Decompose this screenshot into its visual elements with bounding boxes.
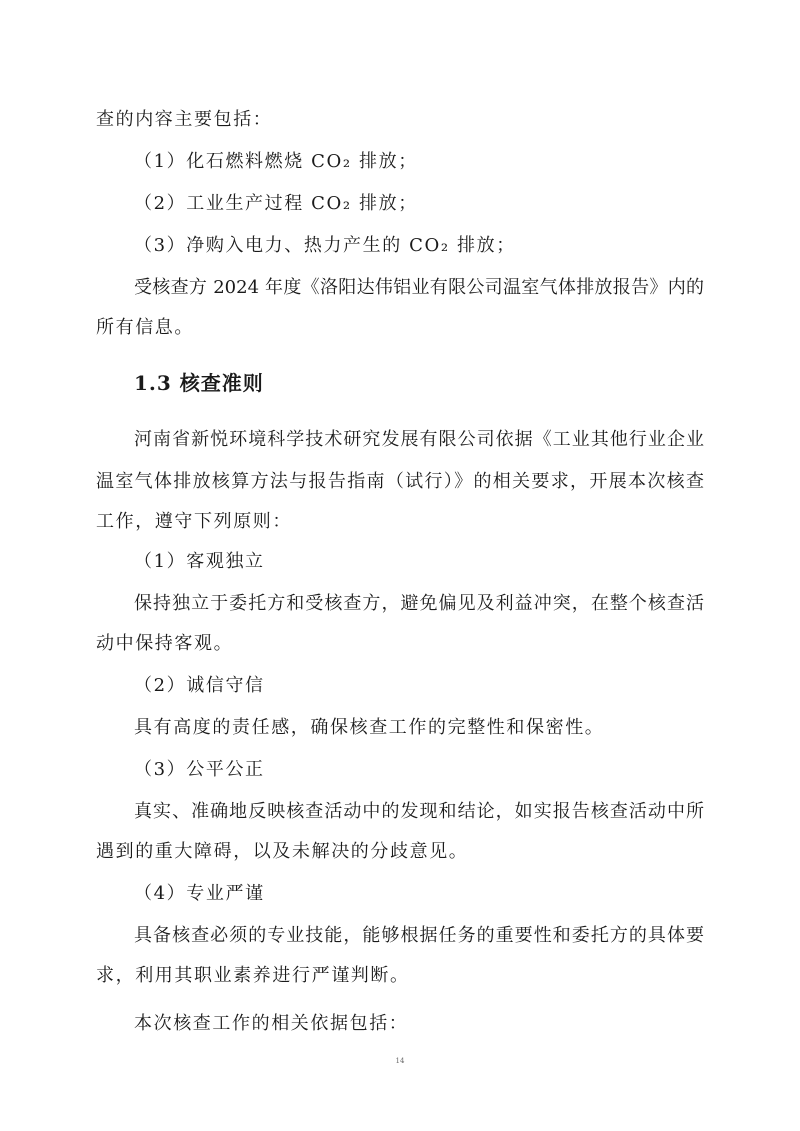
paragraph-line: 保持独立于委托方和受核查方，避免偏见及利益冲突，在整个核查活 [134,593,704,614]
paragraph-line: 受核查方 2024 年度《洛阳达伟铝业有限公司温室气体排放报告》内的 [134,277,704,298]
principle-title: （2）诚信守信 [134,675,265,696]
paragraph-line: 所有信息。 [96,317,194,338]
paragraph-line: 温室气体排放核算方法与报告指南（试行）》的相关要求，开展本次核查 [96,471,704,492]
principle-title: （1）客观独立 [134,551,265,572]
paragraph-line: 遇到的重大障碍，以及未解决的分歧意见。 [96,841,469,862]
paragraph-line: 求，利用其职业素养进行严谨判断。 [96,965,410,986]
paragraph-line: 具有高度的责任感，确保核查工作的完整性和保密性。 [134,717,605,738]
list-item: （1）化石燃料燃烧 CO₂ 排放； [134,151,418,172]
page-number: 14 [395,1057,405,1065]
principle-title: （4）专业严谨 [134,883,265,904]
paragraph-line: 本次核查工作的相关依据包括： [134,1013,409,1034]
paragraph-line: 查的内容主要包括： [96,109,273,130]
paragraph-line: 真实、准确地反映核查活动中的发现和结论，如实报告核查活动中所 [134,801,704,822]
paragraph-line: 具备核查必须的专业技能，能够根据任务的重要性和委托方的具体要 [134,925,704,946]
principle-title: （3）公平公正 [134,759,265,780]
paragraph-line: 工作，遵守下列原则： [96,511,292,532]
section-heading: 1.3 核查准则 [134,371,264,395]
list-item: （2）工业生产过程 CO₂ 排放； [134,193,418,214]
paragraph-line: 河南省新悦环境科学技术研究发展有限公司依据《工业其他行业企业 [134,429,704,450]
list-item: （3）净购入电力、热力产生的 CO₂ 排放； [134,235,516,256]
paragraph-line: 动中保持客观。 [96,633,234,654]
